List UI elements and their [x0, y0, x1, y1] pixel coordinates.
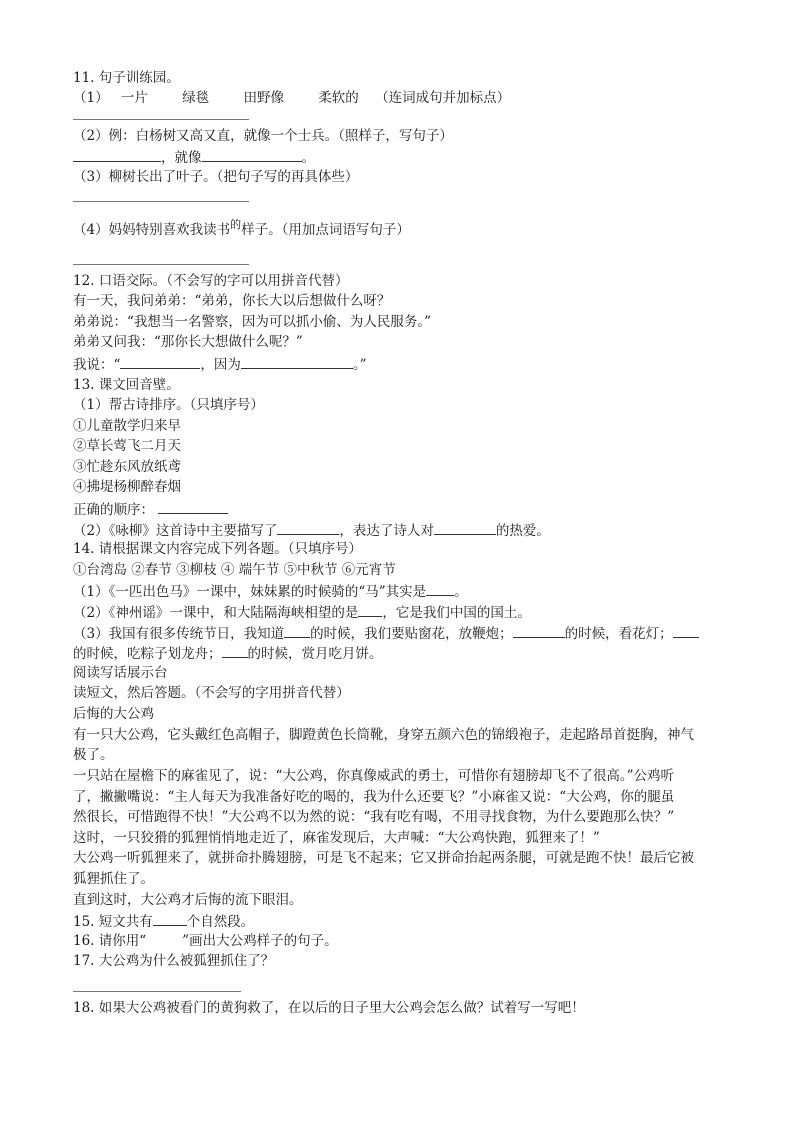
q14-options: ①台湾岛 ②春节 ③柳枝 ④ 端午节 ⑤中秋节 ⑥元宵节 [73, 562, 396, 578]
q13-order-blank[interactable] [158, 499, 228, 514]
q14-p3-blank-4[interactable] [222, 643, 248, 658]
q11-part2: （2）例：白杨树又高又直，就像一个士兵。（照样子，写句子） [73, 128, 453, 144]
q14-part3 [73, 623, 699, 643]
q11-p4-pre: （4）妈妈特别喜欢我读书 [73, 222, 231, 238]
story-line: 极了。 [73, 747, 114, 763]
q16-end: ”画出大公鸡样子的句子。 [182, 933, 338, 949]
reading-instruction: 读短文，然后答题。（不会写的字用拼音代替） [73, 685, 350, 701]
q14-p2-blank[interactable] [358, 602, 382, 617]
q14-part2 [73, 602, 531, 622]
q11-p4-post: 样子。（用加点词语写句子） [241, 222, 410, 238]
q11-part2-answer [73, 147, 315, 167]
q13-part1: （1）帮古诗排序。（只填序号） [73, 397, 264, 413]
q12-line: 有一天，我问弟弟：“弟弟，你长大以后想做什么呀？ [73, 293, 391, 309]
q11-p2-blank-1[interactable] [73, 147, 161, 162]
q15-end: 个自然段。 [186, 914, 255, 930]
q13-p2-blank-2[interactable] [434, 520, 496, 535]
q14-p2-pre: （2）《神州谣》一课中，和大陆隔海峡相望的是 [73, 605, 359, 621]
q14-p1-blank[interactable] [426, 581, 454, 596]
story-line: 有一只大公鸡，它头戴红色高帽子，脚蹬黄色长筒靴，身穿五颜六色的锦缎袍子，走起路昂首挺胸，神气 [73, 727, 694, 743]
q14-p3-blank-1[interactable] [284, 623, 310, 638]
q12-title: 12. 口语交际。（不会写的字可以用拼音代替） [73, 273, 349, 289]
q14-p3-text: 的时候，我们要贴窗花，放鞭炮； [310, 626, 513, 642]
q11-word: 柔软的 [318, 90, 359, 106]
q13-part2 [73, 520, 550, 540]
q14-title: 14. 请根据课文内容完成下列各题。（只填序号） [73, 541, 363, 557]
story-line: 这时，一只狡猾的狐狸悄悄地走近了，麻雀发现后，大声喊：“大公鸡快跑，狐狸来了！” [73, 830, 600, 846]
q13-p2-mid: ，表达了诗人对 [339, 523, 434, 539]
q13-poem-line: ②草长莺飞二月天 [73, 438, 181, 454]
story-line: 一只站在屋檐下的麻雀见了，说：“大公鸡，你真像威武的勇士，可惜你有翅膀却飞不了很高。”公鸡听 [73, 768, 675, 784]
q16-pre: 16. 请你用“ [73, 933, 147, 949]
story-line: 狐狸抓住了。 [73, 871, 154, 887]
q12-answer-pre: 我说：“ [73, 357, 121, 373]
q18: 18. 如果大公鸡被看门的黄狗救了，在以后的日子里大公鸡会怎么做？试着写一写吧！ [73, 1000, 585, 1016]
q14-p3-blank-3[interactable] [673, 623, 699, 638]
story-title: 后悔的大公鸡 [73, 706, 154, 722]
story-line: 大公鸡一听狐狸来了，就拼命扑腾翅膀，可是飞不起来；它又拼命抬起两条腿，可就是跑不快！最后它被 [73, 850, 694, 866]
q12-answer-end: 。” [352, 357, 367, 373]
q14-p3-text: 的时候，看花灯； [564, 626, 673, 642]
q12-line: 弟弟说：“我想当一名警察，因为可以抓小偷、为人民服务。” [73, 314, 432, 330]
q13-poem-line: ①儿童散学归来早 [73, 418, 181, 434]
q13-poem-line: ④拂堤杨柳醉春烟 [73, 479, 181, 495]
q13-title: 13. 课文回音壁。 [73, 377, 180, 393]
q11-p3-answer-line[interactable] [73, 201, 249, 202]
q15-pre: 15. 短文共有 [73, 914, 153, 930]
q11-part4 [73, 218, 410, 240]
q11-p1-instruction: （连词成句并加标点） [375, 90, 511, 106]
q14-p3-text: 的时候，赏月吃月饼。 [247, 646, 383, 662]
q17: 17. 大公鸡为什么被狐狸抓住了？ [73, 953, 275, 969]
q15-blank[interactable] [153, 911, 187, 926]
q11-p2-blank-2[interactable] [202, 147, 302, 162]
q12-blank-1[interactable] [120, 354, 200, 369]
q12-answer [73, 354, 367, 374]
q14-p3-text: 的时候，吃粽子划龙舟； [73, 646, 222, 662]
q11-word: 一片 [120, 90, 148, 106]
q13-p2-pre: （2）《咏柳》这首诗中主要描写了 [73, 523, 278, 539]
q14-p3-blank-2[interactable] [513, 623, 565, 638]
q13-order-label: 正确的顺序： [73, 502, 154, 518]
q14-part1 [73, 581, 468, 601]
q13-poem-line: ③忙趁东风放纸鸢 [73, 459, 181, 475]
q11-title: 11. 句子训练园。 [73, 70, 180, 86]
reading-section-title: 阅读写话展示台 [73, 665, 168, 681]
q14-p1-end: 。 [454, 584, 468, 600]
story-line: 了，撇撇嘴说：“主人每天为我准备好吃的喝的，我为什么还要飞？”小麻雀又说：“大公鸡，你的腿虽 [73, 789, 675, 805]
q11-p2-mid: ，就像 [161, 150, 202, 166]
q13-p2-end: 的热爱。 [495, 523, 550, 539]
q15 [73, 911, 254, 931]
q13-p2-blank-1[interactable] [277, 520, 339, 535]
q11-part1 [73, 89, 510, 107]
q14-p2-end: ，它是我们中国的国土。 [382, 605, 531, 621]
story-line: 直到这时，大公鸡才后悔的流下眼泪。 [73, 892, 303, 908]
story-line: 然很长，可惜跑得不快！”大公鸡不以为然的说：“我有吃有喝，不用寻找食物，为什么要跑那么快？” [73, 809, 675, 825]
q16 [73, 932, 338, 950]
q11-p2-end: 。 [301, 150, 315, 166]
q12-line: 弟弟又问我：“那你长大想做什么呢？” [73, 334, 303, 350]
q11-word: 绿毯 [182, 90, 210, 106]
q12-blank-2[interactable] [241, 354, 353, 369]
q14-p1-pre: （1）《一匹出色马》一课中，妹妹累的时候骑的“马”其实是 [73, 584, 427, 600]
q17-answer-line[interactable] [73, 991, 241, 992]
q11-p1-label: （1） [73, 90, 109, 106]
q14-part3-cont [73, 643, 383, 663]
q11-part3: （3）柳树长出了叶子。（把句子写的再具体些） [73, 169, 359, 185]
q14-p3-text: （3）我国有很多传统节日，我知道 [73, 626, 285, 642]
q12-answer-mid: ，因为 [200, 357, 241, 373]
q13-order [73, 499, 228, 519]
q11-word: 田野像 [243, 90, 284, 106]
q11-p4-dotted-word: 的 [230, 218, 242, 231]
q11-p1-answer-line[interactable] [73, 119, 249, 120]
q11-p4-answer-line[interactable] [73, 264, 249, 265]
